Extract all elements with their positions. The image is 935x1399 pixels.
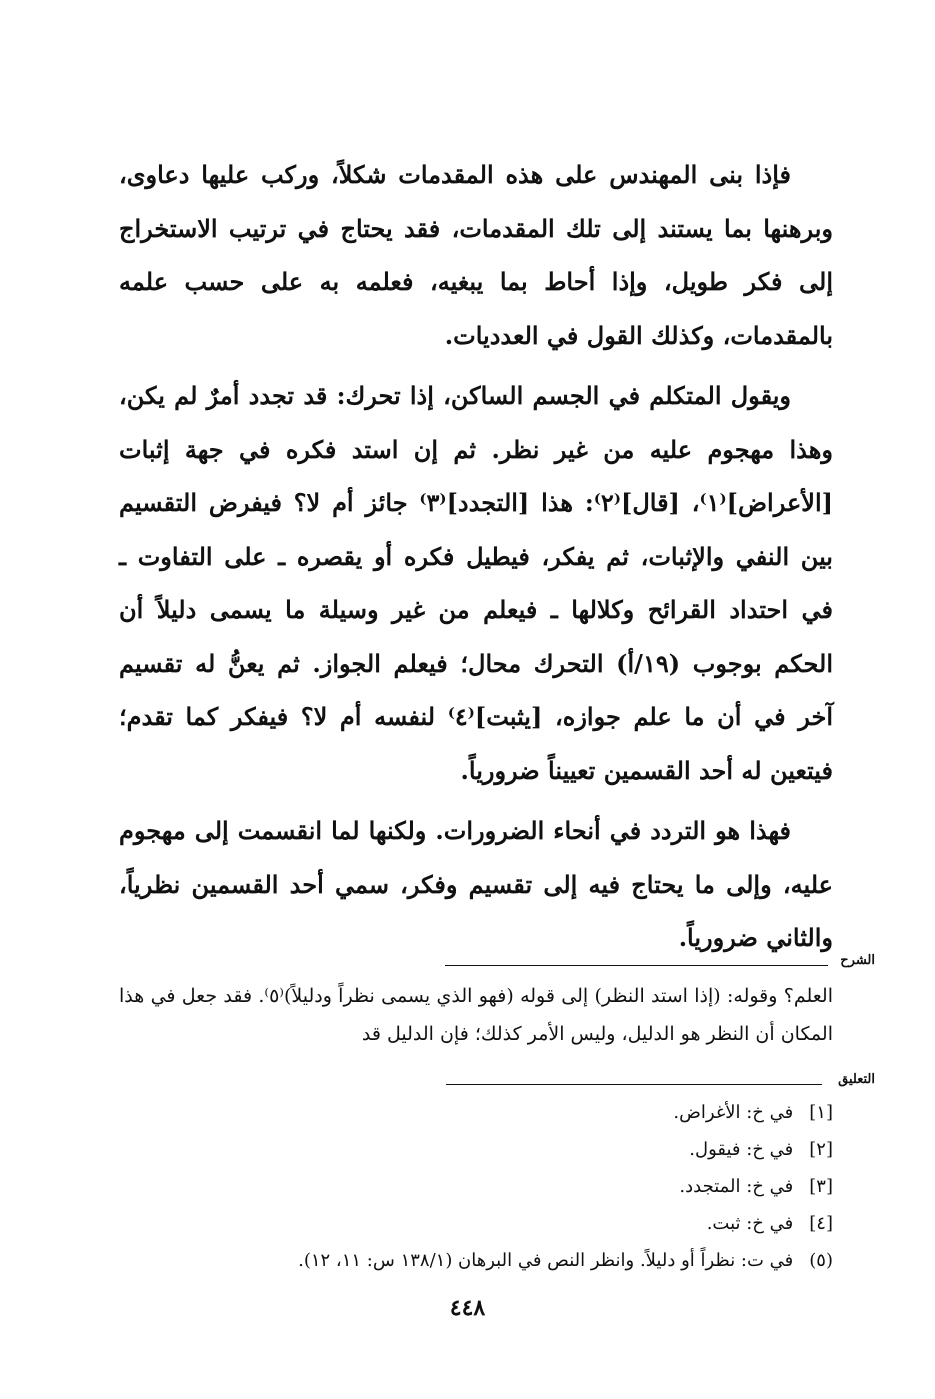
footnote-number: [٤] bbox=[809, 1213, 833, 1234]
footnote-text: في ت: نظراً أو دليلاً. وانظر النص في البرهان (١٣٨/١ س: ١١، ١٢). bbox=[298, 1250, 794, 1271]
commentary-label: الشرح bbox=[840, 953, 875, 968]
main-text bbox=[119, 148, 833, 972]
footnote-5 bbox=[119, 1242, 833, 1279]
page-number: ٤٤٨ bbox=[449, 1295, 486, 1321]
footnote-text: في خ: المتجدد. bbox=[679, 1176, 794, 1197]
footnotes bbox=[119, 1094, 833, 1279]
footnote-3 bbox=[119, 1168, 833, 1205]
paragraph-3: فهذا هو التردد في أنحاء الضرورات. ولكنها لما انقسمت إلى مهجوم عليه، وإلى ما يحتاج فيه إلى تقسيم وفكر، سمي أحد القسمين نظرياً، والثاني ضرورياً. bbox=[119, 816, 833, 952]
footnote-number: [١] bbox=[809, 1102, 833, 1123]
footnote-4 bbox=[119, 1205, 833, 1242]
paragraph-1: فإذا بنى المهندس على هذه المقدمات شكلاً، وركب عليها دعاوى، وبرهنها بما يستند إلى تلك المقدمات، فقد يحتاج في ترتيب الاستخراج إلى فكر طويل، وإذا أحاط بما يبغيه، فعلمه به على حسب علمه بالمقدمات، وكذلك القول في العدديات. bbox=[119, 160, 834, 350]
footnote-number: (٥) bbox=[809, 1250, 833, 1271]
footnote-1 bbox=[119, 1094, 833, 1131]
footnote-text: في خ: الأغراض. bbox=[673, 1102, 794, 1123]
footnote-number: [٣] bbox=[809, 1176, 833, 1197]
commentary-divider bbox=[445, 965, 828, 966]
commentary-paragraph: العلم؟ وقوله: (إذا استد النظر) إلى قوله (فهو الذي يسمى نظراً ودليلاً)⁽٥⁾. فقد جعل في هذا المكان أن النظر هو الدليل، وليس الأمر كذلك؛ فإن الدليل قد bbox=[119, 985, 833, 1045]
footnote-2 bbox=[119, 1131, 833, 1168]
notes-divider bbox=[446, 1084, 822, 1085]
footnote-text: في خ: ثبت. bbox=[706, 1213, 794, 1234]
notes-label: التعليق bbox=[838, 1072, 875, 1087]
footnote-text: في خ: فيقول. bbox=[689, 1139, 794, 1160]
commentary-text bbox=[119, 977, 833, 1053]
footnote-number: [٢] bbox=[809, 1139, 833, 1160]
paragraph-2: ويقول المتكلم في الجسم الساكن، إذا تحرك: قد تجدد أمرٌ لم يكن، وهذا مهجوم عليه من غير نظر. ثم إن استد فكره في جهة إثبات [الأعراض]⁽١⁾، [قال]⁽٢⁾: هذا [التجدد]⁽٣⁾ جائز أم لا؟ فيفرض التقسيم بين النفي والإثبات، ثم يفكر، فيطيل فكره أو يقصره ـ على التفاوت ـ في احتداد القرائح وكلالها ـ فيعلم من غير وسيلة ما يسمى دليلاً أن الحكم بوجوب (١٩/أ) التحرك محال؛ فيعلم الجواز. ثم يعنُّ له تقسيم آخر في أن ما علم جوازه، [يثبت]⁽٤⁾ لنفسه أم لا؟ فيفكر كما تقدم؛ فيتعين له أحد القسمين تعييناً ضرورياً. bbox=[119, 381, 833, 785]
